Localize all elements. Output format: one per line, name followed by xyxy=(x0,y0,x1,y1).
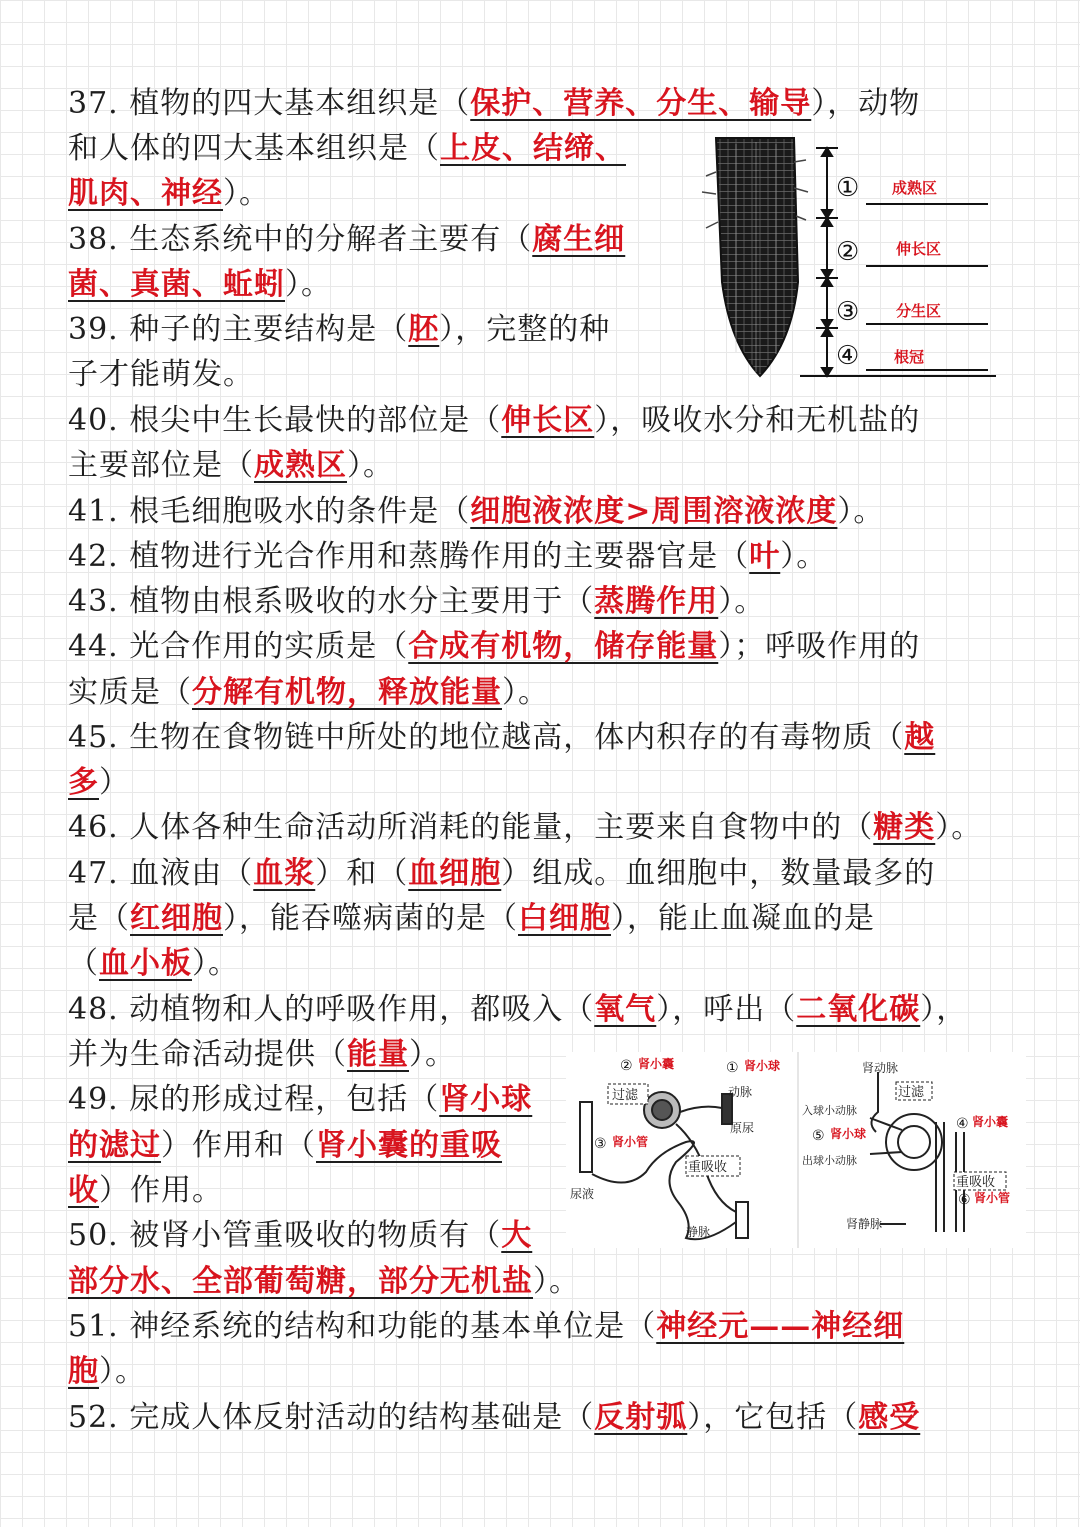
answer-text: 多 xyxy=(68,765,99,800)
answer-text: 的滤过 xyxy=(68,1128,161,1163)
answer-text: 菌、真菌、蚯蚓 xyxy=(68,267,285,302)
answer-text: 胚 xyxy=(408,312,440,347)
question-text: 39. 种子的主要结构是（ xyxy=(68,312,409,347)
text-line xyxy=(68,897,875,943)
question-text: ）。 xyxy=(192,946,239,981)
answer-text: 红细胞 xyxy=(130,901,223,936)
answer-text: 部分水、全部葡萄糖，部分无机盐 xyxy=(68,1264,533,1299)
question-text: ）和（ xyxy=(315,856,409,891)
question-text: 43. 植物由根系吸收的水分主要用于（ xyxy=(68,584,595,619)
text-line xyxy=(68,671,549,717)
answer-text: 腐生细 xyxy=(532,222,626,257)
question-text: 38. 生态系统中的分解者主要有（ xyxy=(68,222,533,257)
root-label-4: 根冠 xyxy=(894,348,925,366)
question-text: ），完整的种 xyxy=(439,312,611,347)
question-text: ）。 xyxy=(935,810,983,845)
text-line xyxy=(68,82,920,128)
answer-text: 血细胞 xyxy=(408,856,502,891)
text-line xyxy=(68,1396,920,1442)
question-text: 并为生命活动提供（ xyxy=(68,1037,347,1072)
question-text: 子才能萌发。 xyxy=(68,357,254,392)
text-line xyxy=(68,988,967,1034)
question-text: 52. 完成人体反射活动的结构基础是（ xyxy=(68,1400,595,1435)
answer-text: 血小板 xyxy=(99,946,192,981)
text-line xyxy=(68,580,765,626)
root-label-3: 分生区 xyxy=(896,302,942,320)
text-line xyxy=(68,1214,532,1260)
root-label-num-2: ② xyxy=(836,237,860,267)
root-tip-image xyxy=(716,138,798,376)
nephron-figure xyxy=(566,1052,1026,1248)
question-text: ）作用和（ xyxy=(161,1128,316,1163)
kidney-num-5: ⑤ xyxy=(812,1128,825,1144)
kidney-num-6: ⑥ xyxy=(958,1192,971,1208)
filter-label-right: 过滤 xyxy=(898,1085,925,1100)
kidney-label-2: 肾小囊 xyxy=(638,1057,675,1071)
efferent-arteriole-label: 出球小动脉 xyxy=(802,1154,857,1167)
text-line xyxy=(68,761,130,807)
question-text: 44. 光合作用的实质是（ xyxy=(68,629,409,664)
vein-label-left: 静脉 xyxy=(686,1225,711,1239)
question-text: ）。 xyxy=(99,1354,146,1389)
question-text: ）。 xyxy=(502,675,549,710)
answer-text: 能量 xyxy=(347,1037,409,1072)
answer-text: 成熟区 xyxy=(254,448,347,483)
answer-text: 细胞液浓度>周围溶液浓度 xyxy=(470,494,838,529)
kidney-label-5: 肾小球 xyxy=(830,1127,867,1141)
answer-text: 反射弧 xyxy=(594,1400,688,1435)
kidney-label-6: 肾小管 xyxy=(974,1191,1011,1205)
answer-text: 收 xyxy=(68,1173,99,1208)
question-text: 50. 被肾小管重吸收的物质有（ xyxy=(68,1218,502,1253)
kidney-num-2: ② xyxy=(620,1058,633,1074)
question-text: ），呼出（ xyxy=(656,992,797,1027)
answer-text: 血浆 xyxy=(253,856,316,891)
question-text: ），能止血凝血的是 xyxy=(611,901,875,936)
question-text: ），能吞噬病菌的是（ xyxy=(223,901,518,936)
text-line xyxy=(68,444,394,490)
text-line xyxy=(68,308,610,354)
text-line xyxy=(68,625,920,671)
answer-text: 糖类 xyxy=(873,810,936,845)
kidney-label-1: 肾小球 xyxy=(744,1059,781,1073)
question-text: 47. 血液由（ xyxy=(68,856,254,891)
answer-text: 氧气 xyxy=(594,992,657,1027)
text-line xyxy=(68,1078,532,1124)
text-line xyxy=(68,1305,904,1351)
question-text: （ xyxy=(68,946,99,981)
question-text: 主要部位是（ xyxy=(68,448,254,483)
kidney-num-3: ③ xyxy=(594,1136,607,1152)
text-line xyxy=(68,716,935,762)
question-text: 45. 生物在食物链中所处的地位越高，体内积存的有毒物质（ xyxy=(68,720,905,755)
text-line xyxy=(68,1260,580,1306)
question-text: ）作用。 xyxy=(99,1173,223,1208)
answer-text: 伸长区 xyxy=(501,403,595,438)
root-label-num-3: ③ xyxy=(836,297,860,327)
answer-text: 叶 xyxy=(749,539,781,574)
answer-text: 二氧化碳 xyxy=(796,992,921,1027)
text-line xyxy=(68,942,239,988)
question-text: ），吸收水分和无机盐的 xyxy=(594,403,921,438)
renal-artery-label: 肾动脉 xyxy=(862,1061,899,1075)
text-line xyxy=(68,353,254,399)
answer-text: 肾小球 xyxy=(439,1082,533,1117)
text-line xyxy=(68,535,827,581)
question-text: ）。 xyxy=(347,448,394,483)
text-line xyxy=(68,1169,223,1215)
answer-text: 感受 xyxy=(858,1400,921,1435)
root-label-2: 伸长区 xyxy=(896,240,942,258)
answer-text: 肌肉、神经 xyxy=(68,176,223,211)
answer-text: 越 xyxy=(904,720,936,755)
renal-vein-label: 肾静脉 xyxy=(846,1217,883,1231)
answer-text: 蒸腾作用 xyxy=(594,584,719,619)
answer-text: 胞 xyxy=(68,1354,99,1389)
text-line xyxy=(68,127,626,173)
question-text: 37. 植物的四大基本组织是（ xyxy=(68,86,471,121)
root-label-1: 成熟区 xyxy=(892,179,938,197)
answer-text: 分解有机物，释放能量 xyxy=(192,675,502,710)
question-text: ）。 xyxy=(285,267,332,302)
question-text: 是（ xyxy=(68,901,130,936)
answer-text: 合成有机物，储存能量 xyxy=(408,629,719,664)
filter-label-left: 过滤 xyxy=(612,1088,639,1103)
text-line xyxy=(68,399,920,445)
answer-text: 保护、营养、分生、输导 xyxy=(470,86,812,121)
question-text: 实质是（ xyxy=(68,675,192,710)
question-text: 42. 植物进行光合作用和蒸腾作用的主要器官是（ xyxy=(68,539,750,574)
question-text: ） xyxy=(99,765,130,800)
answer-text: 神经元——神经细 xyxy=(656,1309,905,1344)
question-text: 41. 根毛细胞吸水的条件是（ xyxy=(68,494,471,529)
question-text: 和人体的四大基本组织是（ xyxy=(68,131,440,166)
root-label-num-4: ④ xyxy=(836,341,860,371)
kidney-label-4: 肾小囊 xyxy=(972,1115,1009,1129)
question-text: ）， xyxy=(920,992,968,1027)
text-line xyxy=(68,852,935,898)
question-text: 46. 人体各种生命活动所消耗的能量，主要来自食物中的（ xyxy=(68,810,874,845)
answer-text: 大 xyxy=(501,1218,533,1253)
kidney-label-3: 肾小管 xyxy=(612,1135,649,1149)
question-text: ）。 xyxy=(780,539,828,574)
question-text: ），动物 xyxy=(811,86,921,121)
artery-label-left: 动脉 xyxy=(728,1085,753,1099)
text-line xyxy=(68,263,332,309)
text-line xyxy=(68,1350,146,1396)
root-label-num-1: ① xyxy=(836,173,860,203)
text-line xyxy=(68,806,982,852)
answer-text: 白细胞 xyxy=(518,901,611,936)
text-line xyxy=(68,218,625,264)
kidney-num-1: ① xyxy=(726,1060,739,1076)
answer-text: 肾小囊的重吸 xyxy=(316,1128,502,1163)
question-text: ）。 xyxy=(223,176,270,211)
primary-urine-label: 原尿 xyxy=(730,1121,755,1135)
question-text: ）；呼吸作用的 xyxy=(718,629,921,664)
answer-text: 上皮、结缔、 xyxy=(440,131,626,166)
question-text: ）。 xyxy=(533,1264,580,1299)
question-text: ）。 xyxy=(837,494,885,529)
root-tip-figure xyxy=(676,132,996,384)
afferent-arteriole-label: 入球小动脉 xyxy=(802,1104,857,1117)
text-line xyxy=(68,1033,456,1079)
urine-label: 尿液 xyxy=(570,1187,595,1201)
text-line xyxy=(68,172,270,218)
question-text: 51. 神经系统的结构和功能的基本单位是（ xyxy=(68,1309,657,1344)
question-text: ），它包括（ xyxy=(687,1400,859,1435)
question-text: 48. 动植物和人的呼吸作用，都吸入（ xyxy=(68,992,595,1027)
question-text: ）。 xyxy=(718,584,766,619)
question-text: 40. 根尖中生长最快的部位是（ xyxy=(68,403,502,438)
reabsorb-label-right: 重吸收 xyxy=(956,1175,996,1190)
reabsorb-label-left: 重吸收 xyxy=(688,1160,728,1175)
question-text: ）组成。血细胞中，数量最多的 xyxy=(501,856,936,891)
text-line xyxy=(68,490,884,536)
question-text: 49. 尿的形成过程，包括（ xyxy=(68,1082,440,1117)
question-text: ）。 xyxy=(409,1037,456,1072)
text-line xyxy=(68,1124,502,1170)
kidney-num-4: ④ xyxy=(956,1116,969,1132)
